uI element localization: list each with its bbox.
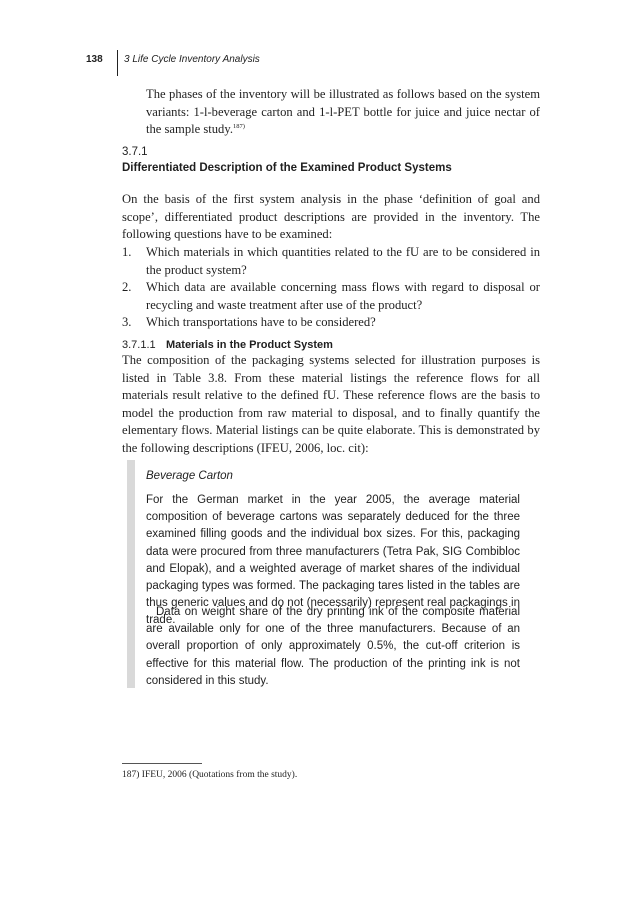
quote-paragraph-2: Data on weight share of the dry printing ink of the composite material are available only for one of the three manufacturers. Because of an overall proportion of only approximately 0.5%, the cut-off criterion is effective for this material flow. The production of the printing ink is not considered in this study. [146, 606, 520, 687]
intro-paragraph [146, 86, 540, 139]
list-item: 3. Which transportations have to be considered? [122, 315, 376, 329]
subsection-heading [122, 339, 333, 351]
list-item: 2. Which data are available concerning mass flows with regard to disposal or recycling and waste treatment after use of the product? [122, 280, 540, 312]
running-header [0, 50, 627, 76]
subsection-number: 3.7.1.1 [122, 339, 156, 351]
running-title: 3 Life Cycle Inventory Analysis [124, 54, 260, 65]
quote-title: Beverage Carton [146, 470, 233, 482]
section-title: Differentiated Description of the Examined Product Systems [122, 162, 452, 174]
quote-sidebar [127, 460, 135, 688]
section-paragraph: On the basis of the first system analysis in the phase ‘definition of goal and scope’, differentiated product descriptions are provided in the inventory. The following questions have to be examined: [122, 192, 540, 241]
quote-paragraph-1: For the German market in the year 2005, the average material composition of beverage cartons was separately deduced for the three examined filling goods and the individual box sizes. For this, packaging data were procured from three manufacturers (Tetra Pak, SIG Combibloc and Elopak), and a weighted average of market shares of the individual packaging types was formed. The packaging tares listed in the tables are thus generic values and do not (necessarily) represent real packagings in trade. [146, 494, 520, 627]
list-item: 1. Which materials in which quantities related to the fU are to be considered in the product system? [122, 245, 540, 277]
question-list [122, 244, 540, 332]
subsection-title: Materials in the Product System [166, 339, 333, 351]
subsection-paragraph: The composition of the packaging systems selected for illustration purposes is listed in Table 3.8. From these material listings the reference flows for all materials result relative to the defined fU. These reference flows are the basis to model the production from raw material to disposal, and to finally quantify the elementary flows. Material listings can be quite elaborate. This is demonstrated by the following descriptions (IFEU, 2006, loc. cit): [122, 353, 540, 455]
page-number: 138 [86, 54, 103, 65]
section-number: 3.7.1 [122, 146, 148, 158]
header-divider [117, 50, 118, 76]
footnote-reference: 187) [232, 122, 245, 130]
footnote: 187) IFEU, 2006 (Quotations from the study). [122, 770, 298, 780]
intro-text: The phases of the inventory will be illustrated as follows based on the system variants: 1-l-beverage carton and 1-l-PET bottle for juice and juice nectar of the sample study. [146, 87, 540, 136]
footnote-divider [122, 763, 202, 764]
